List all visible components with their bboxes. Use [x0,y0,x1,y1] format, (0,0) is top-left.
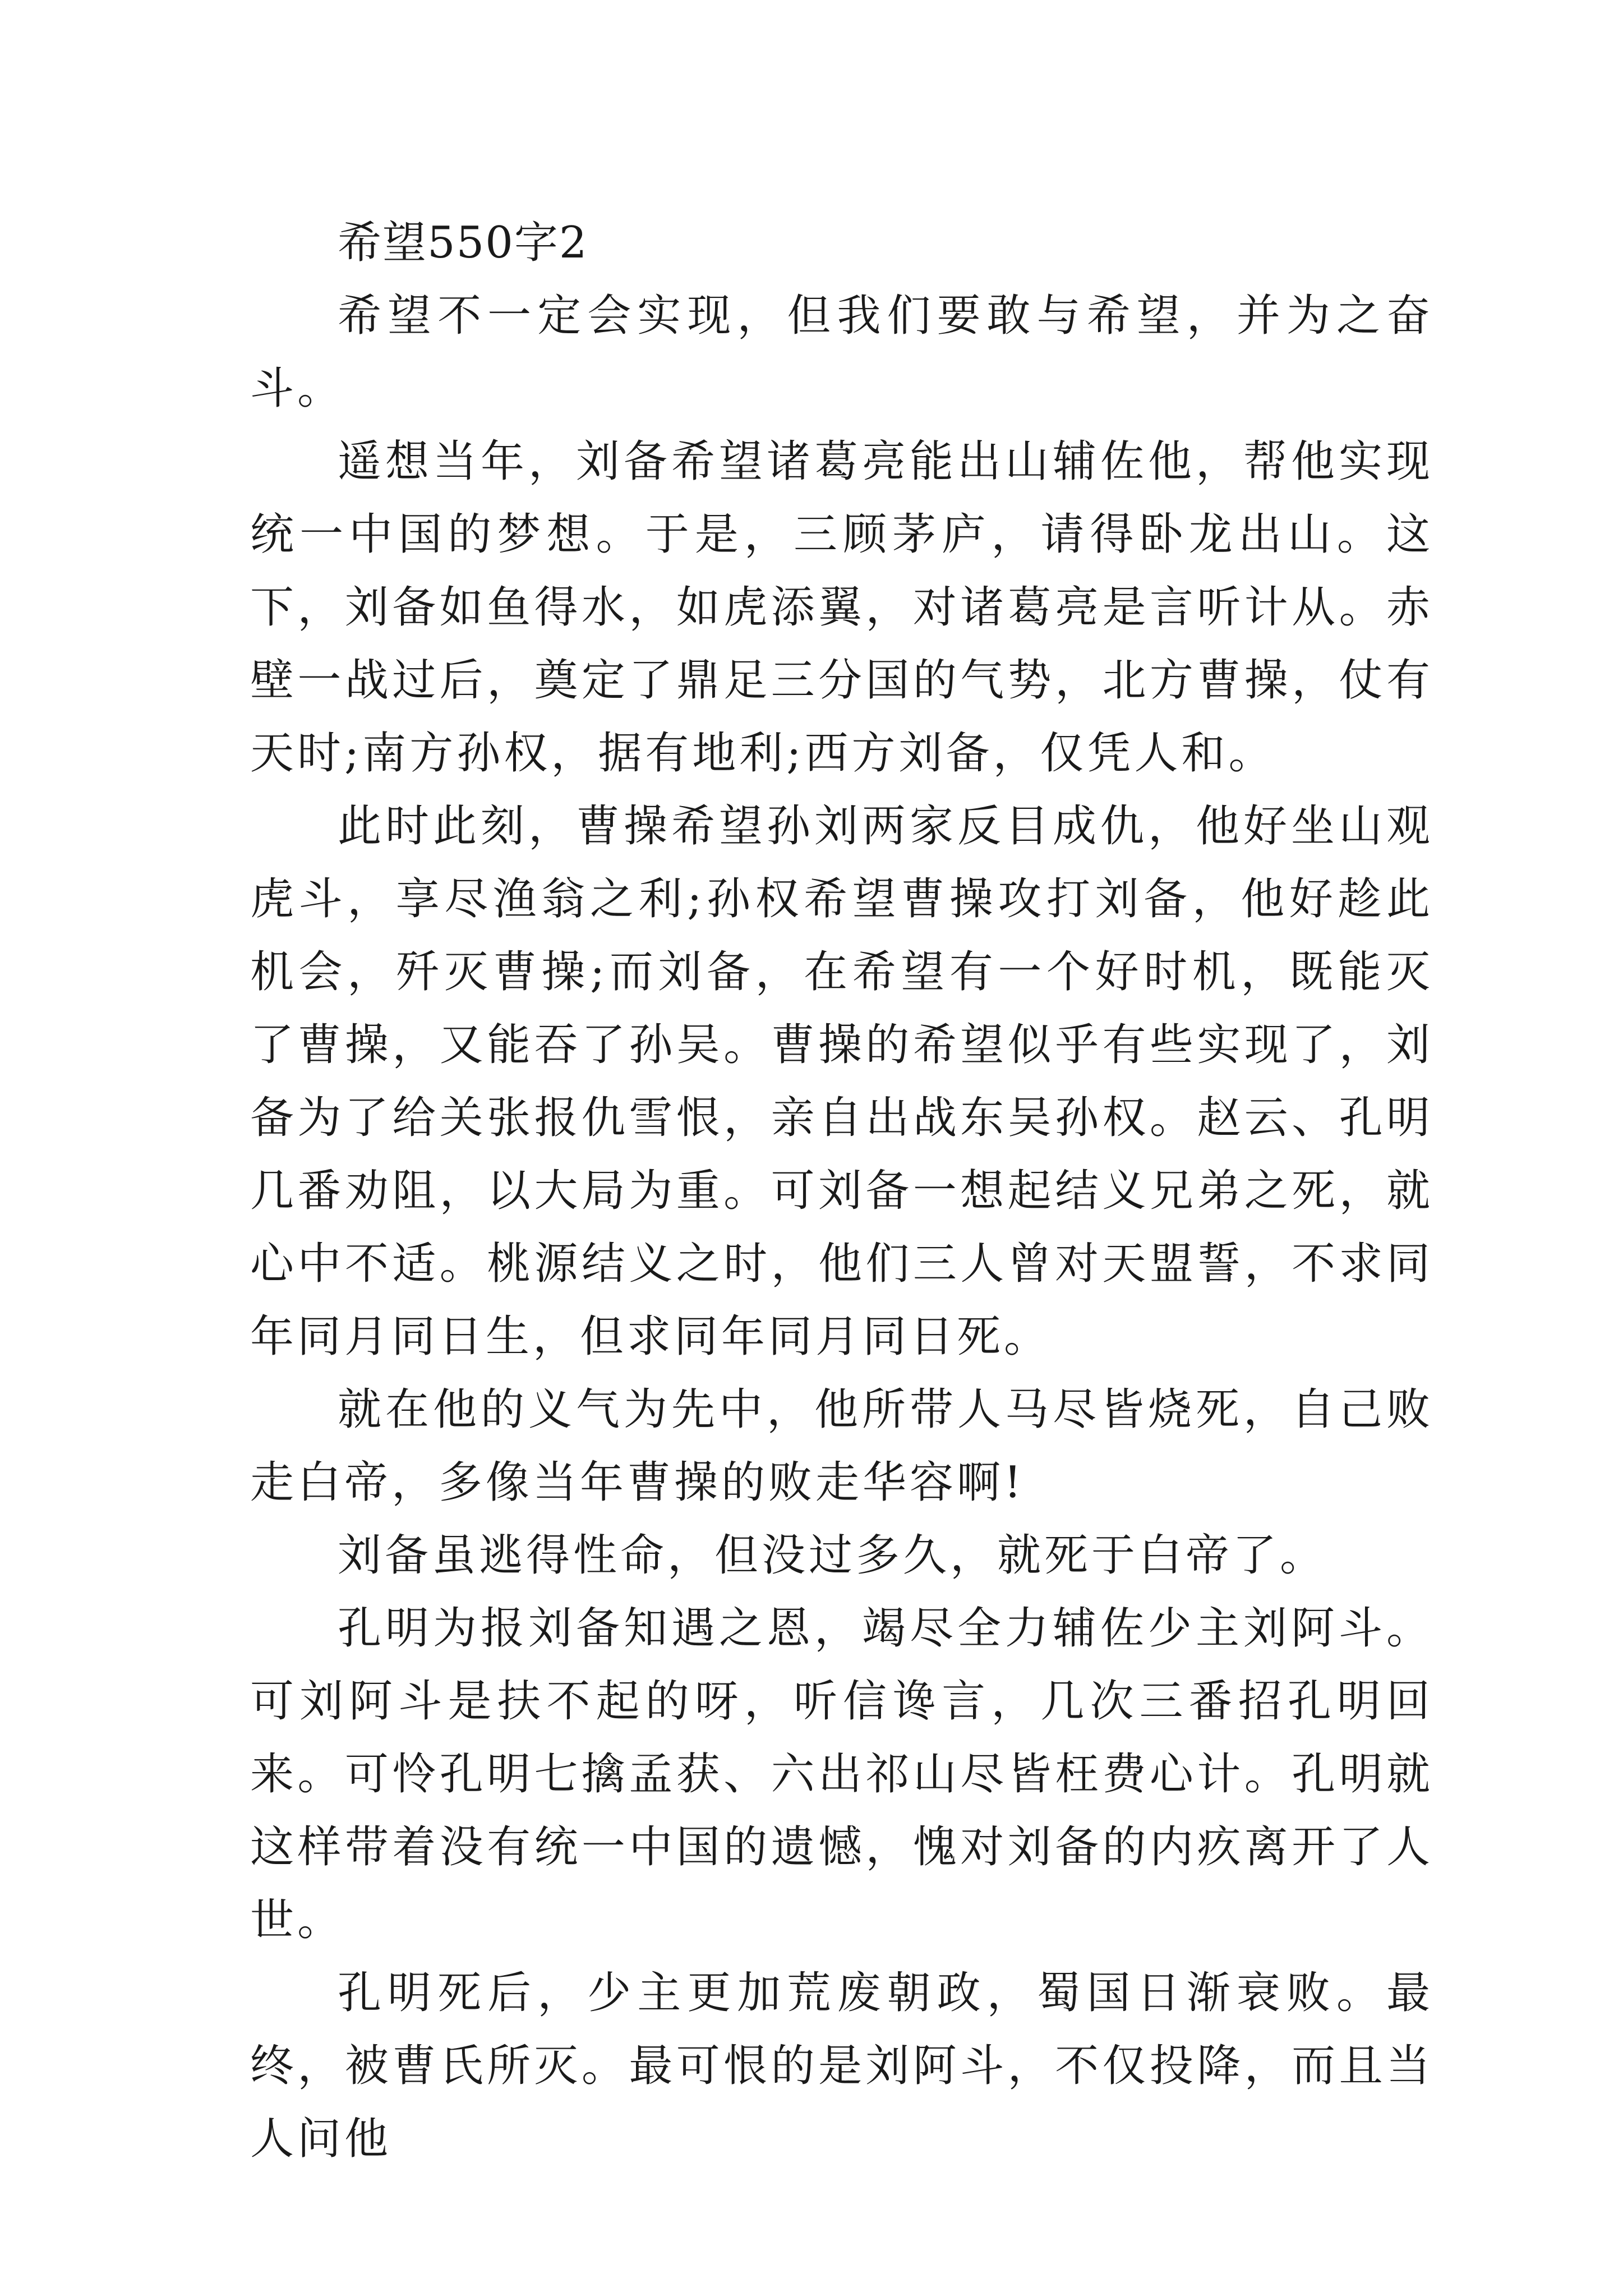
paragraph: 刘备虽逃得性命，但没过多久，就死于白帝了。 [338,1530,1327,1581]
paragraph: 希望不一定会实现，但我们要敢与希望，并为之奋斗。 [250,291,1433,414]
document-body [250,206,1433,2175]
document-title: 希望550字2 [338,218,588,268]
paragraph: 遥想当年，刘备希望诸葛亮能出山辅佐他，帮他实现统一中国的梦想。于是，三顾茅庐，请得卧龙出山。这下，刘备如鱼得水，如虎添翼，对诸葛亮是言听计从。赤壁一战过后，奠定了鼎足三分国的气势，北方曹操，仗有天时;南方孙权，据有地利;西方刘备，仅凭人和。 [250,436,1433,779]
paragraph: 就在他的义气为先中，他所带人马尽皆烧死，自己败走白帝，多像当年曹操的败走华容啊! [250,1384,1433,1508]
paragraph: 此时此刻，曹操希望孙刘两家反目成仇，他好坐山观虎斗，享尽渔翁之利;孙权希望曹操攻打刘备，他好趁此机会，歼灭曹操;而刘备，在希望有一个好时机，既能灭了曹操，又能吞了孙吴。曹操的希望似乎有些实现了，刘备为了给关张报仇雪恨，亲自出战东吴孙权。赵云、孔明几番劝阻，以大局为重。可刘备一想起结义兄弟之死，就心中不适。桃源结义之时，他们三人曾对天盟誓，不求同年同月同日生，但求同年同月同日死。 [250,801,1433,1362]
paragraph: 孔明死后，少主更加荒废朝政，蜀国日渐衰败。最终，被曹氏所灭。最可恨的是刘阿斗，不仅投降，而且当人问他 [250,1968,1433,2164]
paragraph: 孔明为报刘备知遇之恩，竭尽全力辅佐少主刘阿斗。可刘阿斗是扶不起的呀，听信谗言，几次三番招孔明回来。可怜孔明七擒孟获、六出祁山尽皆枉费心计。孔明就这样带着没有统一中国的遗憾，愧对刘备的内疚离开了人世。 [250,1603,1433,1945]
